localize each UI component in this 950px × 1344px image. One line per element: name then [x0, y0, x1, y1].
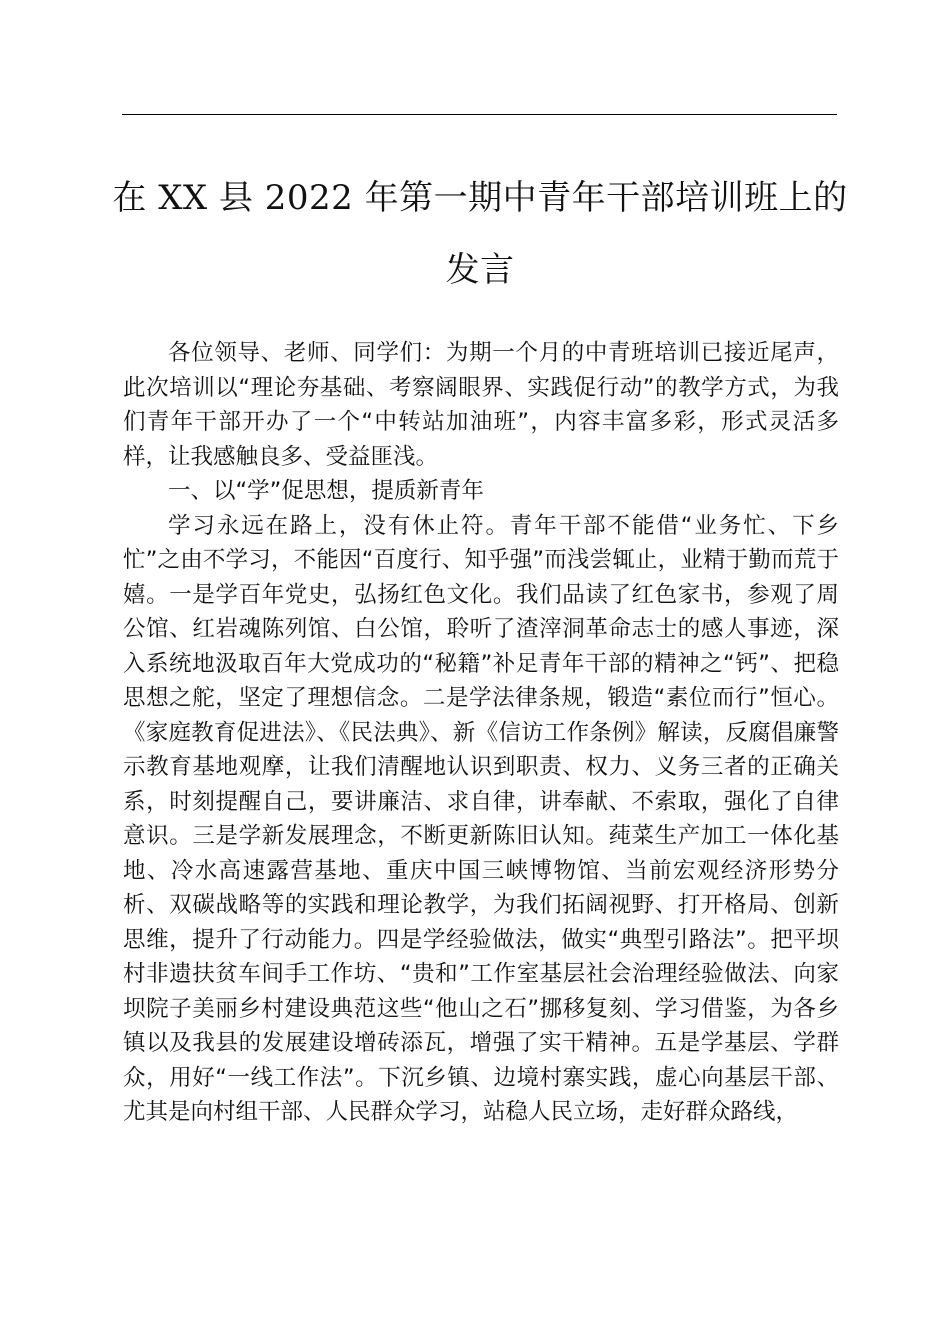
paragraph-greeting: 各位领导、老师、同学们：为期一个月的中青班培训已接近尾声，此次培训以“理论夯基础、考察阔眼界、实践促行动”的教学方式，为我们青年干部开办了一个“中转站加油班”，内容丰富多彩，形式灵活多样，让我感触良多、受益匪浅。 [123, 340, 839, 470]
section-heading-1: 一、以“学”促思想，提质新青年 [168, 478, 484, 504]
paragraph-section-1-body: 学习永远在路上，没有休止符。青年干部不能借“业务忙、下乡忙”之由不学习，不能因“百度行、知乎强”而浅尝辄止，业精于勤而荒于嬉。一是学百年党史，弘扬红色文化。我们品读了红色家书，参观了周公馆、红岩魂陈列馆、白公馆，聆听了渣滓洞革命志士的感人事迹，深入系统地汲取百年大党成功的“秘籍”补足青年干部的精神之“钙”、把稳思想之舵，坚定了理想信念。二是学法律条规，锻造“素位而行”恒心。《家庭教育促进法》、《民法典》、新《信访工作条例》解读，反腐倡廉警示教育基地观摩，让我们清醒地认识到职责、权力、义务三者的正确关系，时刻提醒自己，要讲廉洁、求自律，讲奉献、不索取，强化了自律意识。三是学新发展理念，不断更新陈旧认知。莼菜生产加工一体化基地、冷水高速露营基地、重庆中国三峡博物馆、当前宏观经济形势分析、双碳战略等的实践和理论教学，为我们拓阔视野、打开格局、创新思维，提升了行动能力。四是学经验做法，做实“典型引路法”。把平坝村非遗扶贫车间手工作坊、“贵和”工作室基层社会治理经验做法、向家坝院子美丽乡村建设典范这些“他山之石”挪移复刻、学习借鉴，为各乡镇以及我县的发展建设增砖添瓦，增强了实干精神。五是学基层、学群众，用好“一线工作法”。下沉乡镇、边境村寨实践，虚心向基层干部、尤其是向村组干部、人民群众学习，站稳人民立场，走好群众路线， [123, 512, 839, 1125]
document-body [123, 336, 839, 1130]
document-title-line-2: 发言 [445, 250, 515, 290]
document-title-line-1: 在 XX 县 2022 年第一期中青年干部培训班上的 [112, 178, 848, 218]
header-rule [122, 114, 837, 115]
